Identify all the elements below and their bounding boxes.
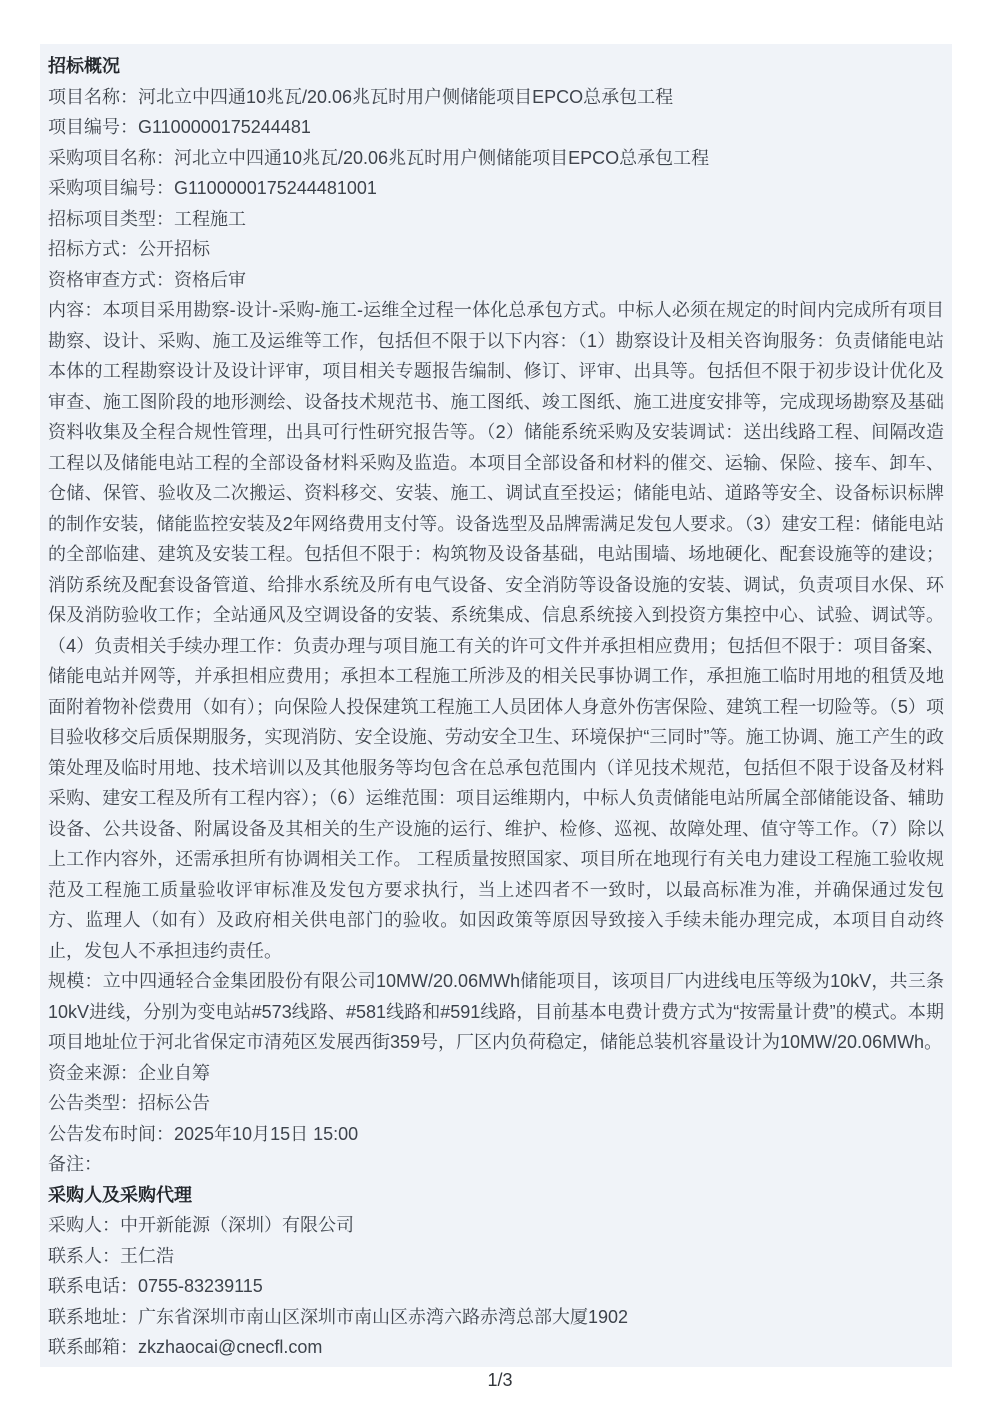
- field-separator: ：: [84, 1154, 102, 1174]
- field-value: 河北立中四通10兆瓦/20.06兆瓦时用户侧储能项目EPCO总承包工程: [174, 147, 710, 168]
- field-separator: ：: [120, 239, 138, 259]
- field-value: 广东省深圳市南山区深圳市南山区赤湾六路赤湾总部大厦1902: [138, 1306, 629, 1327]
- field-project-number: [48, 112, 944, 143]
- field-separator: ：: [120, 1306, 138, 1327]
- field-notice-type: [48, 1088, 944, 1119]
- field-label: 联系人: [48, 1245, 102, 1266]
- field-separator: ：: [156, 178, 174, 198]
- field-value: 立中四通轻合金集团股份有限公司10MW/20.06MWh储能项目，该项目厂内进线电压等级为10kV，共三条10kV进线，分别为变电站#573线路、#581线路和#591线路，目前基本电费计费方式为“按需量计费”的模式。本期项目地址位于河北省保定市清苑区发展西街359号，厂区内负荷稳定，储能总装机容量设计为10MW/20.06MWh。: [48, 971, 945, 1052]
- field-separator: ：: [102, 1245, 120, 1266]
- field-separator: ：: [156, 269, 174, 290]
- field-procurement-project-number: [48, 173, 944, 204]
- field-separator: ：: [102, 1215, 120, 1235]
- field-value: 0755-83239115: [138, 1276, 263, 1296]
- field-separator: ：: [156, 147, 174, 168]
- field-value: G1100000175244481: [138, 117, 311, 137]
- field-contact-phone: [48, 1271, 944, 1302]
- field-value: 河北立中四通10兆瓦/20.06兆瓦时用户侧储能项目EPCO总承包工程: [138, 86, 674, 107]
- field-purchaser: [48, 1210, 944, 1241]
- field-label: 联系邮箱: [48, 1337, 120, 1357]
- field-tender-project-type: [48, 204, 944, 235]
- field-value: 招标公告: [138, 1093, 210, 1113]
- field-separator: ：: [84, 971, 103, 991]
- field-label: 公告发布时间: [48, 1123, 156, 1144]
- field-label: 项目名称: [48, 86, 120, 107]
- field-label: 招标项目类型: [48, 208, 156, 229]
- section-heading-purchaser-and-agent: 采购人及采购代理: [48, 1184, 192, 1205]
- page-number: 1/3: [487, 1370, 513, 1390]
- field-value: 公开招标: [138, 239, 210, 259]
- field-procurement-project-name: [48, 143, 944, 174]
- field-separator: ：: [84, 300, 103, 320]
- field-separator: ：: [120, 1337, 138, 1357]
- field-label: 内容: [48, 300, 85, 320]
- field-value: G1100000175244481001: [174, 178, 377, 198]
- tender-document-panel: [40, 44, 952, 1367]
- field-separator: ：: [156, 1123, 174, 1144]
- field-separator: ：: [120, 117, 138, 137]
- field-label: 资金来源: [48, 1062, 120, 1083]
- field-content: [48, 295, 944, 966]
- field-label: 联系地址: [48, 1306, 120, 1327]
- field-funding-source: [48, 1058, 944, 1089]
- field-value: 企业自筹: [138, 1062, 210, 1083]
- field-contact-email: [48, 1332, 944, 1363]
- field-remarks: [48, 1149, 944, 1180]
- field-label: 备注: [48, 1154, 84, 1174]
- field-separator: ：: [120, 1093, 138, 1113]
- field-separator: ：: [120, 1062, 138, 1083]
- field-label: 联系电话: [48, 1276, 120, 1296]
- section-heading-tender-overview: 招标概况: [48, 56, 120, 76]
- field-label: 公告类型: [48, 1093, 120, 1113]
- field-value: 工程施工: [174, 208, 246, 229]
- field-label: 规模: [48, 971, 85, 991]
- field-separator: ：: [156, 208, 174, 229]
- field-label: 采购项目名称: [48, 147, 156, 168]
- field-value: 中开新能源（深圳）有限公司: [120, 1215, 354, 1235]
- field-value: 王仁浩: [120, 1245, 174, 1266]
- field-contact-person: [48, 1241, 944, 1272]
- field-label: 资格审查方式: [48, 269, 156, 290]
- field-separator: ：: [120, 86, 138, 107]
- field-qualification-review-method: [48, 265, 944, 296]
- field-label: 采购项目编号: [48, 178, 156, 198]
- field-label: 项目编号: [48, 117, 120, 137]
- field-notice-publish-time: [48, 1119, 944, 1150]
- field-value: 本项目采用勘察-设计-采购-施工-运维全过程一体化总承包方式。中标人必须在规定的时间内完成所有项目勘察、设计、采购、施工及运维等工作，包括但不限于以下内容：（1）勘察设计及相关咨询服务：负责储能电站本体的工程勘察设计及设计评审，项目相关专题报告编制、修订、评审、出具等。包括但不限于初步设计优化及审查、施工图阶段的地形测绘、设备技术规范书、施工图纸、竣工图纸、施工进度安排等，完成现场勘察及基础资料收集及全程合规性管理，出具可行性研究报告等。（2）储能系统采购及安装调试：送出线路工程、间隔改造工程以及储能电站工程的全部设备材料采购及监造。本项目全部设备和材料的催交、运输、保险、接车、卸车、仓储、保管、验收及二次搬运、资料移交、安装、施工、调试直至投运；储能电站、道路等安全、设备标识标牌的制作安装，储能监控安装及2年网络费用支付等。设备选型及品牌需满足发包人要求。（3）建安工程：储能电站的全部临建、建筑及安装工程。包括但不限于：构筑物及设备基础，电站围墙、场地硬化、配套设施等的建设；消防系统及配套设备管道、给排水系统及所有电气设备、安全消防等设备设施的安装、调试，负责项目水保、环保及消防验收工作；全站通风及空调设备的安装、系统集成、信息系统接入到投资方集控中心、试验、调试等。（4）负责相关手续办理工作：负责办理与项目施工有关的许可文件并承担相应费用；包括但不限于：项目备案、储能电站并网等，并承担相应费用；承担本工程施工所涉及的相关民事协调工作，承担施工临时用地的租赁及地面附着物补偿费用（如有）；向保险人投保建筑工程施工人员团体人身意外伤害保险、建筑工程一切险等。（5）项目验收移交后质保期服务，实现消防、安全设施、劳动安全卫生、环境保护“三同时”等。施工协调、施工产生的政策处理及临时用地、技术培训以及其他服务等均包含在总承包范围内（详见技术规范，包括但不限于设备及材料采购、建安工程及所有工程内容）；（6）运维范围：项目运维期内，中标人负责储能电站所属全部储能设备、辅助设备、公共设备、附属设备及其相关的生产设施的运行、维护、检修、巡视、故障处理、值守等工作。（7）除以上工作内容外，还需承担所有协调相关工作。 工程质量按照国家、项目所在地现行有关电力建设工程施工验收规范及工程施工质量验收评审标准及发包方要求执行，当上述四者不一致时，以最高标准为准，并确保通过发包方、监理人（如有）及政府相关供电部门的验收。如因政策等原因导致接入手续未能办理完成，本项目自动终止，发包人不承担违约责任。: [48, 300, 945, 961]
- field-value: zkzhaocai@cnecfl.com: [138, 1337, 323, 1357]
- field-value: 资格后审: [174, 269, 246, 290]
- field-contact-address: [48, 1302, 944, 1333]
- field-label: 招标方式: [48, 239, 120, 259]
- field-project-name: [48, 82, 944, 113]
- field-scale: [48, 966, 944, 1058]
- field-label: 采购人: [48, 1215, 102, 1235]
- field-value: 2025年10月15日 15:00: [174, 1123, 359, 1144]
- field-separator: ：: [120, 1276, 138, 1296]
- field-tender-method: [48, 234, 944, 265]
